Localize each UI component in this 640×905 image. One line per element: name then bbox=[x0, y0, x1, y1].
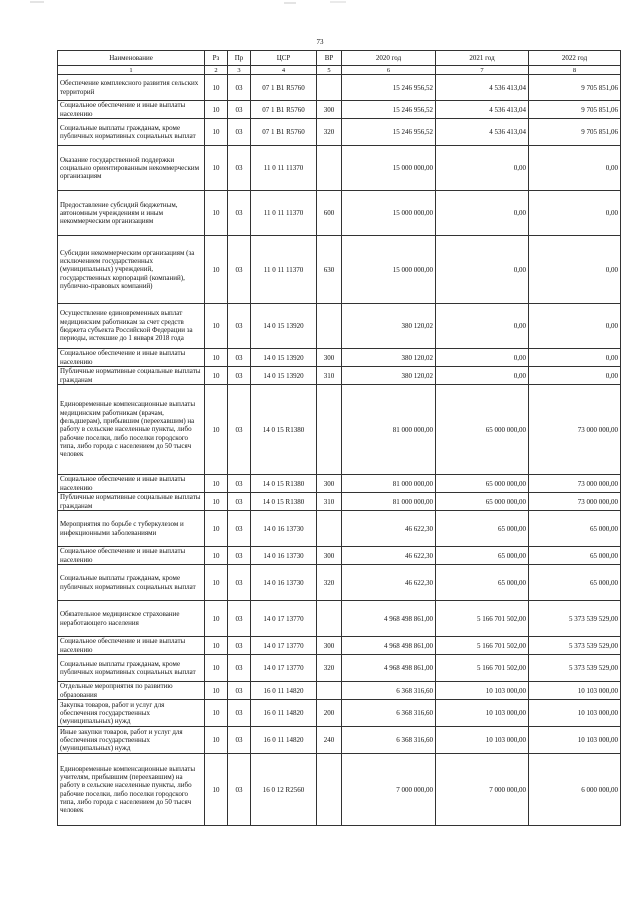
row-amount-2020: 81 000 000,00 bbox=[342, 475, 436, 493]
row-vr: 200 bbox=[317, 700, 342, 727]
row-rz: 10 bbox=[205, 385, 228, 475]
row-amount-2021: 0,00 bbox=[436, 146, 529, 191]
budget-table bbox=[57, 50, 621, 826]
row-name: Отдельные мероприятия по развитию образования bbox=[58, 682, 205, 700]
table-row bbox=[58, 119, 621, 146]
row-csr: 14 0 16 13730 bbox=[251, 547, 317, 565]
row-amount-2020: 4 968 498 861,00 bbox=[342, 655, 436, 682]
row-amount-2021: 0,00 bbox=[436, 191, 529, 236]
row-vr bbox=[317, 601, 342, 637]
row-pr: 03 bbox=[228, 101, 251, 119]
row-vr: 300 bbox=[317, 637, 342, 655]
scan-edge-marks bbox=[0, 0, 640, 12]
row-csr: 16 0 12 R2560 bbox=[251, 754, 317, 826]
row-pr: 03 bbox=[228, 700, 251, 727]
row-name: Закупка товаров, работ и услуг для обеспечения государственных (муниципальных) нужд bbox=[58, 700, 205, 727]
row-amount-2022: 6 000 000,00 bbox=[529, 754, 621, 826]
row-amount-2022: 9 705 851,06 bbox=[529, 101, 621, 119]
table-row bbox=[58, 475, 621, 493]
header-2022: 2022 год bbox=[529, 51, 621, 66]
row-pr: 03 bbox=[228, 75, 251, 101]
row-amount-2020: 380 120,02 bbox=[342, 304, 436, 349]
row-rz: 10 bbox=[205, 655, 228, 682]
table-row bbox=[58, 367, 621, 385]
row-name: Единовременные компенсационные выплаты медицинским работникам (врачам, фельдшерам), прибывшим (переехавшим) на работу в сельские населенные пункты, либо рабочие поселки, либо поселки городского типа, либо города с населением до 50 тысяч человек bbox=[58, 385, 205, 475]
row-amount-2022: 73 000 000,00 bbox=[529, 493, 621, 511]
row-csr: 11 0 11 11370 bbox=[251, 191, 317, 236]
row-vr bbox=[317, 754, 342, 826]
row-amount-2021: 7 000 000,00 bbox=[436, 754, 529, 826]
header-pr: Пр bbox=[228, 51, 251, 66]
row-amount-2020: 15 000 000,00 bbox=[342, 146, 436, 191]
row-pr: 03 bbox=[228, 119, 251, 146]
row-amount-2021: 65 000 000,00 bbox=[436, 475, 529, 493]
row-csr: 14 0 15 13920 bbox=[251, 349, 317, 367]
row-amount-2022: 0,00 bbox=[529, 367, 621, 385]
row-amount-2022: 65 000,00 bbox=[529, 547, 621, 565]
row-pr: 03 bbox=[228, 146, 251, 191]
column-number: 5 bbox=[317, 66, 342, 75]
row-pr: 03 bbox=[228, 304, 251, 349]
row-amount-2021: 5 166 701 502,00 bbox=[436, 655, 529, 682]
row-amount-2022: 5 373 539 529,00 bbox=[529, 601, 621, 637]
row-pr: 03 bbox=[228, 565, 251, 601]
row-pr: 03 bbox=[228, 754, 251, 826]
row-csr: 14 0 15 13920 bbox=[251, 304, 317, 349]
row-amount-2020: 46 622,30 bbox=[342, 565, 436, 601]
row-rz: 10 bbox=[205, 547, 228, 565]
row-amount-2022: 10 103 000,00 bbox=[529, 700, 621, 727]
row-amount-2021: 4 536 413,04 bbox=[436, 119, 529, 146]
row-amount-2021: 0,00 bbox=[436, 304, 529, 349]
row-rz: 10 bbox=[205, 119, 228, 146]
row-pr: 03 bbox=[228, 727, 251, 754]
row-rz: 10 bbox=[205, 75, 228, 101]
row-amount-2021: 65 000 000,00 bbox=[436, 385, 529, 475]
row-rz: 10 bbox=[205, 493, 228, 511]
row-amount-2020: 15 246 956,52 bbox=[342, 101, 436, 119]
row-csr: 14 0 16 13730 bbox=[251, 511, 317, 547]
column-number: 6 bbox=[342, 66, 436, 75]
row-rz: 10 bbox=[205, 682, 228, 700]
row-name: Социальное обеспечение и иные выплаты населению bbox=[58, 637, 205, 655]
table-row bbox=[58, 236, 621, 304]
row-vr bbox=[317, 682, 342, 700]
row-vr: 310 bbox=[317, 367, 342, 385]
row-name: Социальное обеспечение и иные выплаты населению bbox=[58, 349, 205, 367]
header-csr: ЦСР bbox=[251, 51, 317, 66]
column-number-row bbox=[58, 66, 621, 75]
row-pr: 03 bbox=[228, 511, 251, 547]
row-amount-2020: 6 368 316,60 bbox=[342, 682, 436, 700]
column-number: 7 bbox=[436, 66, 529, 75]
row-rz: 10 bbox=[205, 700, 228, 727]
table-row bbox=[58, 511, 621, 547]
row-csr: 16 0 11 14820 bbox=[251, 682, 317, 700]
row-name: Оказание государственной поддержки социально ориентированным некоммерческим организациям bbox=[58, 146, 205, 191]
row-amount-2021: 0,00 bbox=[436, 236, 529, 304]
row-rz: 10 bbox=[205, 304, 228, 349]
row-csr: 14 0 15 R1380 bbox=[251, 493, 317, 511]
row-amount-2020: 4 968 498 861,00 bbox=[342, 601, 436, 637]
row-amount-2020: 15 246 956,52 bbox=[342, 119, 436, 146]
row-csr: 14 0 17 13770 bbox=[251, 655, 317, 682]
row-pr: 03 bbox=[228, 349, 251, 367]
row-amount-2021: 10 103 000,00 bbox=[436, 727, 529, 754]
row-pr: 03 bbox=[228, 385, 251, 475]
row-amount-2020: 6 368 316,60 bbox=[342, 700, 436, 727]
row-amount-2021: 0,00 bbox=[436, 367, 529, 385]
table-row bbox=[58, 700, 621, 727]
row-name: Обязательное медицинское страхование неработающего населения bbox=[58, 601, 205, 637]
row-rz: 10 bbox=[205, 511, 228, 547]
row-amount-2021: 65 000,00 bbox=[436, 511, 529, 547]
row-amount-2021: 10 103 000,00 bbox=[436, 700, 529, 727]
row-amount-2021: 65 000 000,00 bbox=[436, 493, 529, 511]
row-amount-2022: 9 705 851,06 bbox=[529, 75, 621, 101]
row-pr: 03 bbox=[228, 367, 251, 385]
table-row bbox=[58, 349, 621, 367]
row-vr bbox=[317, 146, 342, 191]
row-csr: 11 0 11 11370 bbox=[251, 146, 317, 191]
row-vr: 300 bbox=[317, 547, 342, 565]
row-name: Социальные выплаты гражданам, кроме публичных нормативных социальных выплат bbox=[58, 565, 205, 601]
row-vr: 310 bbox=[317, 493, 342, 511]
row-name: Мероприятия по борьбе с туберкулезом и инфекционными заболеваниями bbox=[58, 511, 205, 547]
row-vr: 320 bbox=[317, 565, 342, 601]
row-name: Социальное обеспечение и иные выплаты населению bbox=[58, 547, 205, 565]
column-number: 4 bbox=[251, 66, 317, 75]
row-name: Единовременные компенсационные выплаты учителям, прибывшим (переехавшим) на работу в сельские населенные пункты, либо рабочие поселки, либо поселки городского типа, либо города с населением до 50 тысяч человек bbox=[58, 754, 205, 826]
row-amount-2022: 10 103 000,00 bbox=[529, 682, 621, 700]
row-amount-2021: 10 103 000,00 bbox=[436, 682, 529, 700]
row-csr: 14 0 15 R1380 bbox=[251, 475, 317, 493]
row-csr: 11 0 11 11370 bbox=[251, 236, 317, 304]
row-name: Осуществление единовременных выплат медицинским работникам за счет средств бюджета субъекта Российской Федерации за периоды, истекшие до 1 января 2018 года bbox=[58, 304, 205, 349]
row-vr: 240 bbox=[317, 727, 342, 754]
column-number: 8 bbox=[529, 66, 621, 75]
header-2020: 2020 год bbox=[342, 51, 436, 66]
column-number: 3 bbox=[228, 66, 251, 75]
row-amount-2020: 46 622,30 bbox=[342, 511, 436, 547]
row-csr: 14 0 15 R1380 bbox=[251, 385, 317, 475]
table-row bbox=[58, 727, 621, 754]
row-amount-2022: 73 000 000,00 bbox=[529, 385, 621, 475]
table-row bbox=[58, 754, 621, 826]
row-amount-2022: 65 000,00 bbox=[529, 511, 621, 547]
row-name: Социальные выплаты гражданам, кроме публичных нормативных социальных выплат bbox=[58, 119, 205, 146]
row-rz: 10 bbox=[205, 565, 228, 601]
row-vr bbox=[317, 511, 342, 547]
row-amount-2022: 0,00 bbox=[529, 236, 621, 304]
row-vr: 600 bbox=[317, 191, 342, 236]
row-amount-2020: 6 368 316,60 bbox=[342, 727, 436, 754]
row-amount-2022: 5 373 539 529,00 bbox=[529, 655, 621, 682]
row-name: Публичные нормативные социальные выплаты гражданам bbox=[58, 367, 205, 385]
row-name: Публичные нормативные социальные выплаты гражданам bbox=[58, 493, 205, 511]
table-row bbox=[58, 304, 621, 349]
row-vr bbox=[317, 304, 342, 349]
row-rz: 10 bbox=[205, 146, 228, 191]
row-amount-2021: 65 000,00 bbox=[436, 547, 529, 565]
table-row bbox=[58, 385, 621, 475]
row-vr bbox=[317, 385, 342, 475]
row-amount-2022: 9 705 851,06 bbox=[529, 119, 621, 146]
row-csr: 14 0 16 13730 bbox=[251, 565, 317, 601]
table-row bbox=[58, 682, 621, 700]
row-amount-2022: 73 000 000,00 bbox=[529, 475, 621, 493]
row-name: Социальные выплаты гражданам, кроме публичных нормативных социальных выплат bbox=[58, 655, 205, 682]
row-amount-2022: 0,00 bbox=[529, 191, 621, 236]
table-row bbox=[58, 191, 621, 236]
row-rz: 10 bbox=[205, 637, 228, 655]
row-csr: 14 0 17 13770 bbox=[251, 601, 317, 637]
row-csr: 07 1 В1 R5760 bbox=[251, 75, 317, 101]
row-vr bbox=[317, 75, 342, 101]
row-rz: 10 bbox=[205, 475, 228, 493]
row-rz: 10 bbox=[205, 367, 228, 385]
row-amount-2020: 81 000 000,00 bbox=[342, 385, 436, 475]
row-amount-2022: 65 000,00 bbox=[529, 565, 621, 601]
row-vr: 300 bbox=[317, 475, 342, 493]
row-amount-2020: 4 968 498 861,00 bbox=[342, 637, 436, 655]
row-name: Субсидии некоммерческим организациям (за исключением государственных (муниципальных) учреждений, государственных корпораций (компаний), публично-правовых компаний) bbox=[58, 236, 205, 304]
table-row bbox=[58, 493, 621, 511]
row-amount-2021: 0,00 bbox=[436, 349, 529, 367]
row-pr: 03 bbox=[228, 655, 251, 682]
table-row bbox=[58, 601, 621, 637]
table-row bbox=[58, 101, 621, 119]
row-amount-2021: 5 166 701 502,00 bbox=[436, 637, 529, 655]
row-csr: 07 1 В1 R5760 bbox=[251, 119, 317, 146]
row-rz: 10 bbox=[205, 101, 228, 119]
row-amount-2020: 81 000 000,00 bbox=[342, 493, 436, 511]
table-row bbox=[58, 565, 621, 601]
row-amount-2020: 46 622,30 bbox=[342, 547, 436, 565]
row-pr: 03 bbox=[228, 236, 251, 304]
row-csr: 14 0 17 13770 bbox=[251, 637, 317, 655]
row-rz: 10 bbox=[205, 191, 228, 236]
page-number: 73 bbox=[316, 38, 324, 46]
row-rz: 10 bbox=[205, 349, 228, 367]
header-name: Наименование bbox=[58, 51, 205, 66]
row-pr: 03 bbox=[228, 637, 251, 655]
row-rz: 10 bbox=[205, 601, 228, 637]
row-rz: 10 bbox=[205, 727, 228, 754]
header-vr: ВР bbox=[317, 51, 342, 66]
row-amount-2021: 4 536 413,04 bbox=[436, 75, 529, 101]
row-pr: 03 bbox=[228, 547, 251, 565]
row-name: Социальное обеспечение и иные выплаты населению bbox=[58, 475, 205, 493]
row-rz: 10 bbox=[205, 754, 228, 826]
row-name: Иные закупки товаров, работ и услуг для обеспечения государственных (муниципальных) нужд bbox=[58, 727, 205, 754]
table-row bbox=[58, 547, 621, 565]
row-name: Предоставление субсидий бюджетным, автономным учреждениям и иным некоммерческим организациям bbox=[58, 191, 205, 236]
row-csr: 14 0 15 13920 bbox=[251, 367, 317, 385]
row-amount-2021: 5 166 701 502,00 bbox=[436, 601, 529, 637]
header-row bbox=[58, 51, 621, 66]
row-pr: 03 bbox=[228, 601, 251, 637]
row-amount-2022: 0,00 bbox=[529, 349, 621, 367]
column-number: 1 bbox=[58, 66, 205, 75]
row-vr: 320 bbox=[317, 119, 342, 146]
row-amount-2022: 5 373 539 529,00 bbox=[529, 637, 621, 655]
row-vr: 300 bbox=[317, 349, 342, 367]
row-vr: 630 bbox=[317, 236, 342, 304]
table-row bbox=[58, 75, 621, 101]
row-pr: 03 bbox=[228, 475, 251, 493]
row-rz: 10 bbox=[205, 236, 228, 304]
header-2021: 2021 год bbox=[436, 51, 529, 66]
row-pr: 03 bbox=[228, 493, 251, 511]
row-pr: 03 bbox=[228, 191, 251, 236]
row-vr: 320 bbox=[317, 655, 342, 682]
row-amount-2020: 380 120,02 bbox=[342, 367, 436, 385]
row-name: Обеспечение комплексного развития сельских территорий bbox=[58, 75, 205, 101]
table-row bbox=[58, 655, 621, 682]
row-amount-2021: 4 536 413,04 bbox=[436, 101, 529, 119]
table-body bbox=[58, 75, 621, 826]
row-amount-2020: 15 246 956,52 bbox=[342, 75, 436, 101]
row-amount-2022: 0,00 bbox=[529, 304, 621, 349]
row-amount-2021: 65 000,00 bbox=[436, 565, 529, 601]
row-amount-2020: 7 000 000,00 bbox=[342, 754, 436, 826]
table-row bbox=[58, 637, 621, 655]
row-amount-2022: 0,00 bbox=[529, 146, 621, 191]
row-vr: 300 bbox=[317, 101, 342, 119]
row-amount-2020: 15 000 000,00 bbox=[342, 191, 436, 236]
column-number: 2 bbox=[205, 66, 228, 75]
row-csr: 16 0 11 14820 bbox=[251, 727, 317, 754]
table-row bbox=[58, 146, 621, 191]
row-amount-2022: 10 103 000,00 bbox=[529, 727, 621, 754]
row-name: Социальное обеспечение и иные выплаты населению bbox=[58, 101, 205, 119]
row-amount-2020: 380 120,02 bbox=[342, 349, 436, 367]
header-rz: Рз bbox=[205, 51, 228, 66]
row-csr: 16 0 11 14820 bbox=[251, 700, 317, 727]
row-amount-2020: 15 000 000,00 bbox=[342, 236, 436, 304]
row-pr: 03 bbox=[228, 682, 251, 700]
row-csr: 07 1 В1 R5760 bbox=[251, 101, 317, 119]
